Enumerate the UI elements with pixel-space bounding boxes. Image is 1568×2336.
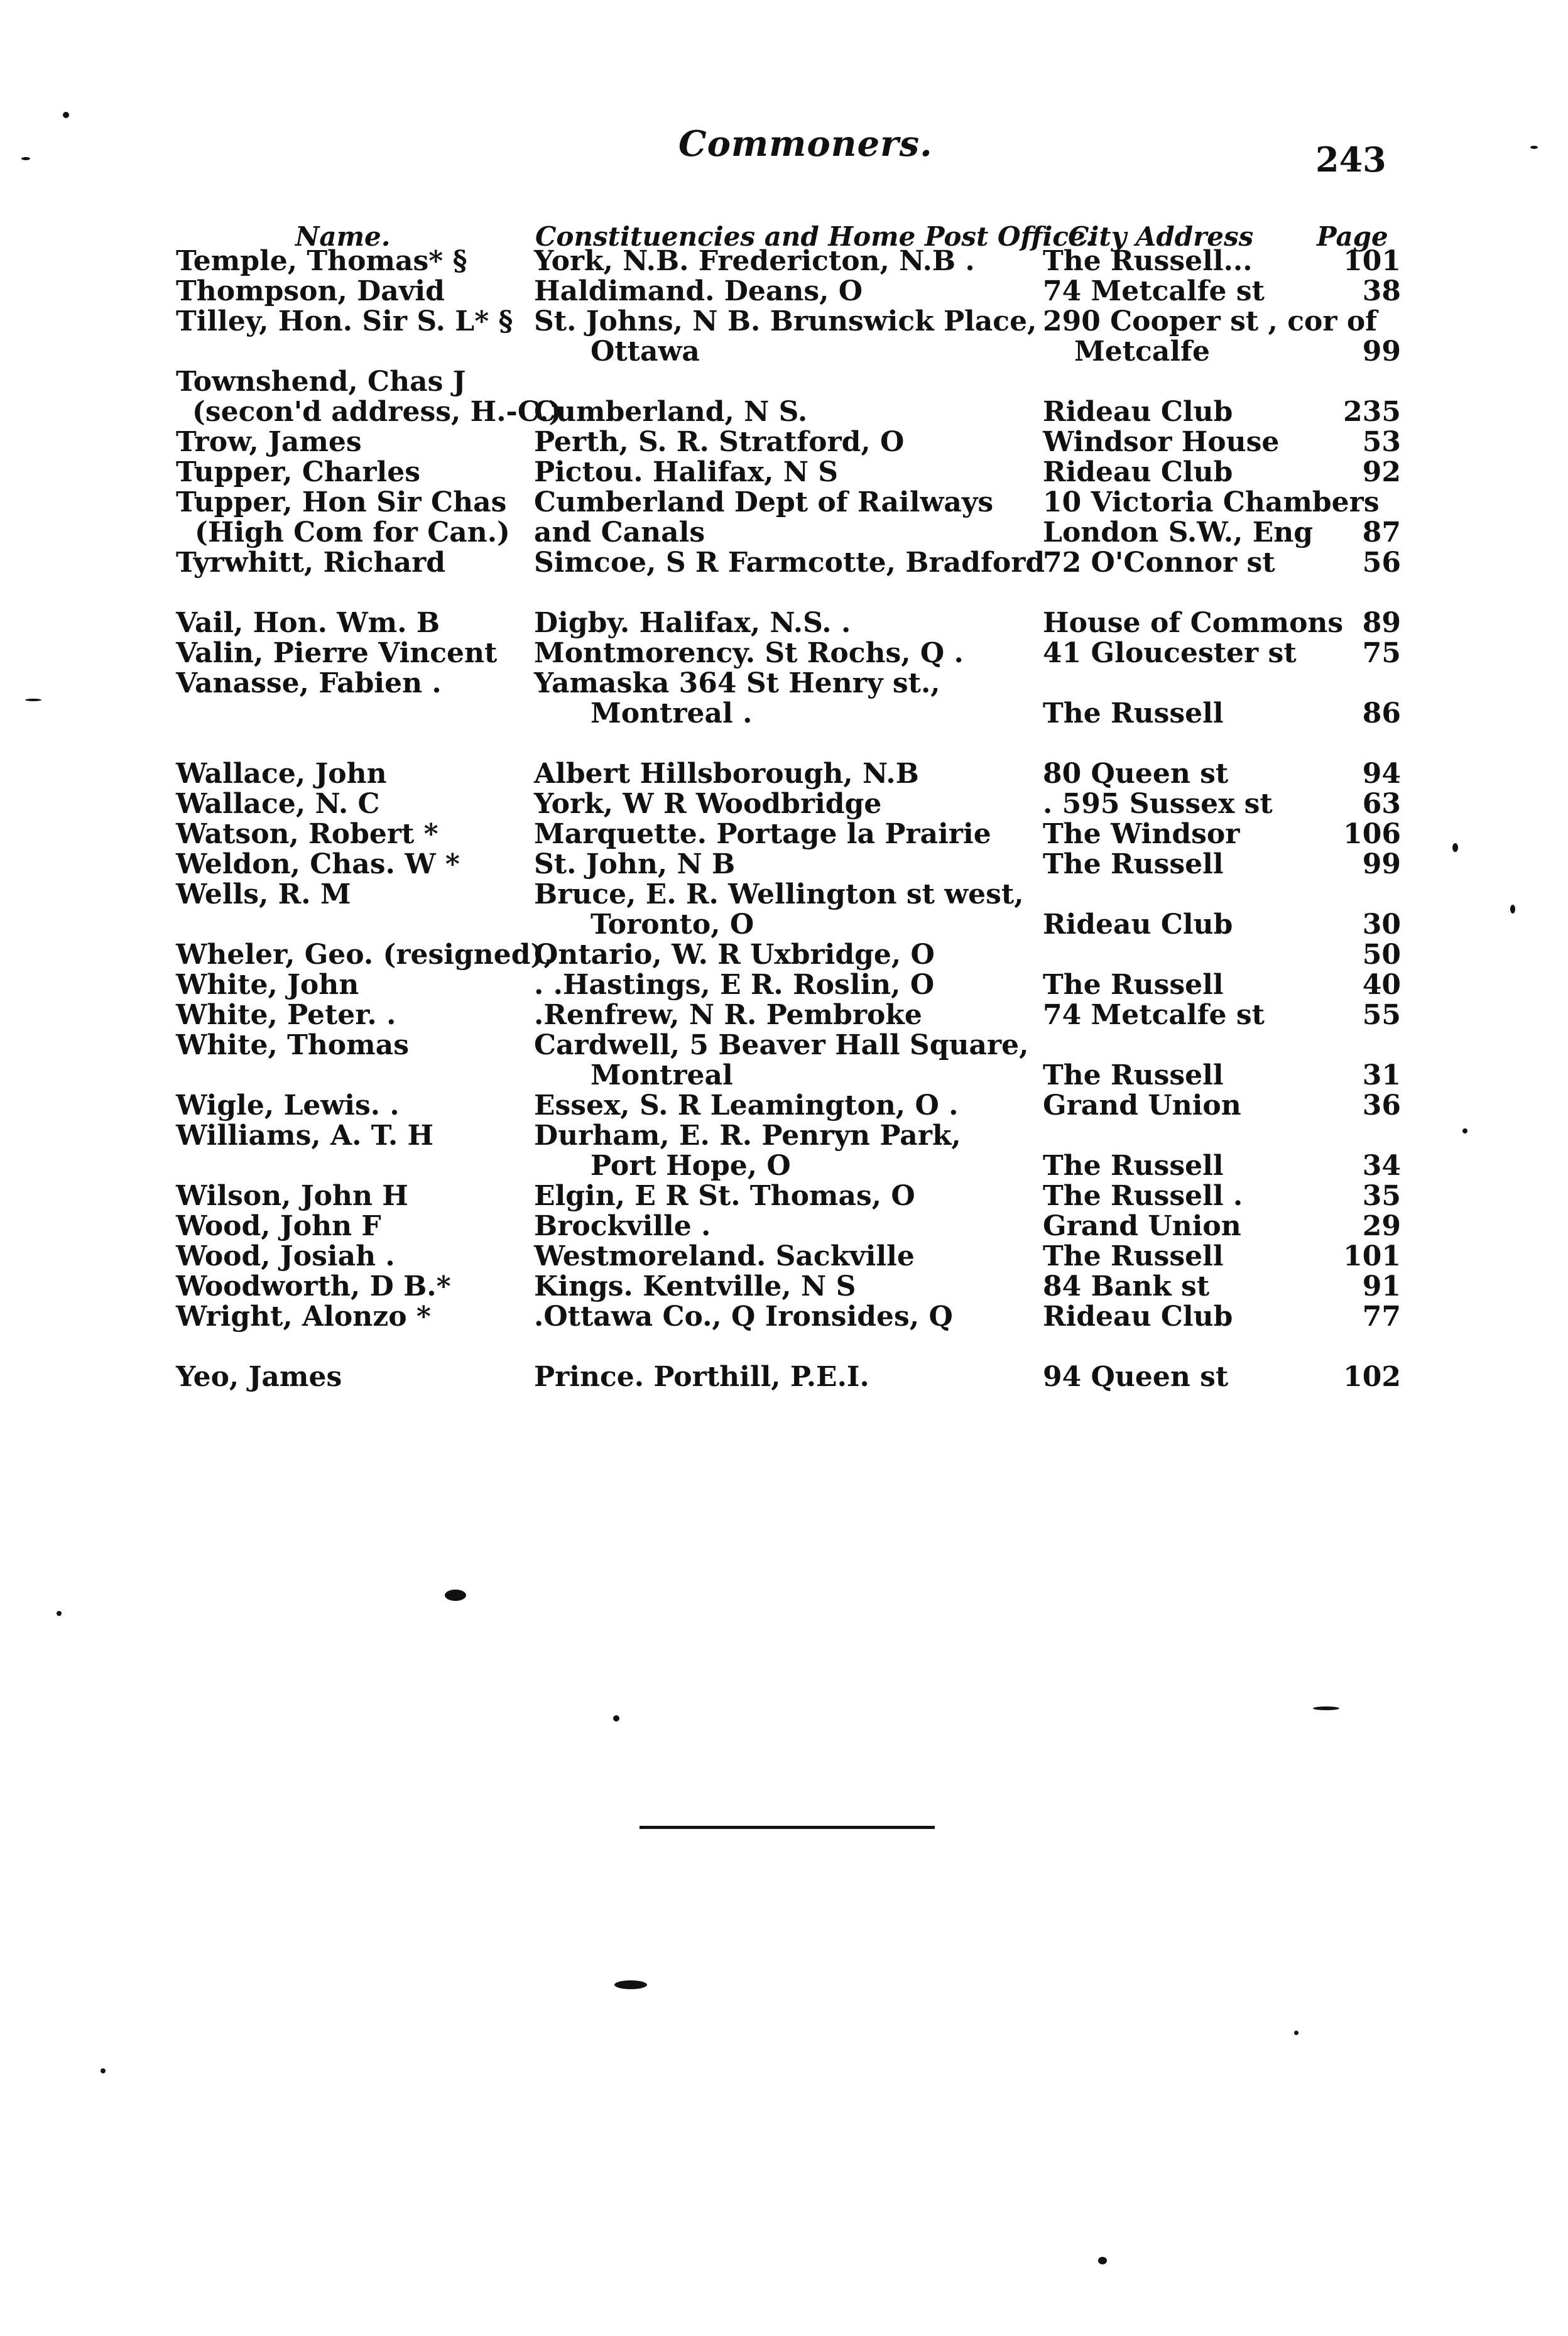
city-address: Rideau Club <box>1043 909 1233 941</box>
member-name: Wigle, Lewis. . <box>176 1089 400 1122</box>
city-address: 94 Queen st <box>1043 1361 1229 1393</box>
page-number: 243 <box>1315 139 1386 180</box>
page-reference: 92 <box>1362 456 1401 488</box>
member-name: Tilley, Hon. Sir S. L* § <box>176 305 513 337</box>
member-name: Yeo, James <box>176 1361 342 1393</box>
page-reference: 91 <box>1362 1270 1401 1302</box>
column-header-city: City Address <box>1068 221 1254 252</box>
constituency-post-office: .Ottawa Co., Q Ironsides, Q <box>534 1301 953 1333</box>
constituency-post-office: Elgin, E R St. Thomas, O <box>534 1180 915 1212</box>
city-address: Rideau Club <box>1043 396 1233 428</box>
member-name: Thompson, David <box>176 275 445 307</box>
speck <box>613 1715 619 1722</box>
member-name: Tupper, Hon Sir Chas <box>176 486 507 518</box>
page-reference: 94 <box>1362 758 1401 790</box>
page-reference: 101 <box>1343 245 1401 277</box>
city-address: The Russell <box>1043 969 1224 1001</box>
member-name: Wood, Josiah . <box>176 1240 395 1272</box>
page-reference: 87 <box>1362 516 1401 549</box>
member-name: Wilson, John H <box>176 1180 408 1212</box>
constituency-post-office: Montreal . <box>591 697 753 729</box>
member-name: Vail, Hon. Wm. B <box>176 607 440 639</box>
constituency-post-office: Montreal <box>591 1059 733 1091</box>
member-name: Wright, Alonzo * <box>176 1301 431 1333</box>
page-reference: 99 <box>1362 848 1401 880</box>
speck <box>1452 843 1458 852</box>
constituency-post-office: Bruce, E. R. Wellington st west, <box>534 878 1024 910</box>
page-reference: 75 <box>1362 637 1401 669</box>
speck <box>1462 1128 1467 1133</box>
city-address: 74 Metcalfe st <box>1043 275 1265 307</box>
city-address: The Russell <box>1043 1240 1224 1272</box>
constituency-post-office: York, W R Woodbridge <box>534 788 882 820</box>
constituency-post-office: Montmorency. St Rochs, Q . <box>534 637 964 669</box>
closing-rule <box>640 1826 935 1829</box>
page-reference: 56 <box>1362 547 1401 579</box>
constituency-post-office: .Renfrew, N R. Pembroke <box>534 999 922 1031</box>
page-reference: 29 <box>1362 1210 1401 1242</box>
member-name: Valin, Pierre Vincent <box>176 637 498 669</box>
speck <box>1098 2257 1107 2264</box>
page-reference: 50 <box>1362 939 1401 971</box>
constituency-post-office: Perth, S. R. Stratford, O <box>534 426 905 458</box>
speck <box>1530 146 1538 149</box>
member-name: White, Peter. . <box>176 999 396 1031</box>
page-reference: 31 <box>1362 1059 1401 1091</box>
speck <box>1313 1706 1339 1710</box>
page-reference: 34 <box>1362 1150 1401 1182</box>
member-name: Wells, R. M <box>176 878 351 910</box>
city-address: The Windsor <box>1043 818 1240 850</box>
constituency-post-office: Prince. Porthill, P.E.I. <box>534 1361 869 1393</box>
member-name: Williams, A. T. H <box>176 1120 434 1152</box>
city-address: Grand Union <box>1043 1210 1241 1242</box>
page-reference: 101 <box>1343 1240 1401 1272</box>
constituency-post-office: Brockville . <box>534 1210 711 1242</box>
member-name: Woodworth, D B.* <box>176 1270 451 1302</box>
city-address: Rideau Club <box>1043 456 1233 488</box>
city-address: The Russell... <box>1043 245 1253 277</box>
constituency-post-office: and Canals <box>534 516 705 549</box>
page-reference: 77 <box>1362 1301 1401 1333</box>
page-reference: 55 <box>1362 999 1401 1031</box>
speck <box>63 112 69 118</box>
page-reference: 40 <box>1362 969 1401 1001</box>
constituency-post-office: Pictou. Halifax, N S <box>534 456 839 488</box>
member-name: Wallace, John <box>176 758 387 790</box>
city-address: The Russell <box>1043 697 1224 729</box>
speck <box>57 1611 62 1616</box>
city-address: 74 Metcalfe st <box>1043 999 1265 1031</box>
member-name: Tupper, Charles <box>176 456 421 488</box>
constituency-post-office: Cumberland, N S. <box>534 396 808 428</box>
constituency-post-office: Westmoreland. Sackville <box>534 1240 915 1272</box>
page-reference: 36 <box>1362 1089 1401 1122</box>
column-header-constituency: Constituencies and Home Post Office. <box>535 221 1095 252</box>
city-address: The Russell . <box>1043 1180 1243 1212</box>
page-reference: 99 <box>1362 336 1401 368</box>
speck <box>445 1590 466 1601</box>
constituency-post-office: . .Hastings, E R. Roslin, O <box>534 969 935 1001</box>
member-name: Wallace, N. C <box>176 788 380 820</box>
member-name: (High Com for Can.) <box>195 516 510 549</box>
speck <box>25 699 41 701</box>
city-address: 290 Cooper st , cor of <box>1043 305 1378 337</box>
city-address: The Russell <box>1043 1059 1224 1091</box>
city-address: 41 Gloucester st <box>1043 637 1297 669</box>
constituency-post-office: Simcoe, S R Farmcotte, Bradford <box>534 547 1045 579</box>
constituency-post-office: St. John, N B <box>534 848 736 880</box>
member-name: Temple, Thomas* § <box>176 245 467 277</box>
member-name: White, Thomas <box>176 1029 409 1061</box>
constituency-post-office: Cumberland Dept of Railways <box>534 486 994 518</box>
member-name: Wheler, Geo. (resigned), <box>176 939 553 971</box>
city-address: Windsor House <box>1043 426 1280 458</box>
page-reference: 89 <box>1362 607 1401 639</box>
page-reference: 102 <box>1343 1361 1401 1393</box>
city-address: 84 Bank st <box>1043 1270 1210 1302</box>
speck <box>21 157 30 160</box>
constituency-post-office: Essex, S. R Leamington, O . <box>534 1089 959 1122</box>
city-address: London S.W., Eng <box>1043 516 1314 549</box>
column-header-page: Page <box>1317 221 1388 252</box>
constituency-post-office: Cardwell, 5 Beaver Hall Square, <box>534 1029 1029 1061</box>
city-address: The Russell <box>1043 848 1224 880</box>
member-name: Wood, John F <box>176 1210 381 1242</box>
constituency-post-office: St. Johns, N B. Brunswick Place, <box>534 305 1037 337</box>
constituency-post-office: Haldimand. Deans, O <box>534 275 863 307</box>
speck <box>1510 905 1515 914</box>
city-address: Metcalfe <box>1074 336 1210 368</box>
page-reference: 86 <box>1362 697 1401 729</box>
member-name: (secon'd address, H.-C.) <box>192 396 562 428</box>
page-reference: 35 <box>1362 1180 1401 1212</box>
city-address: 10 Victoria Chambers <box>1043 486 1380 518</box>
constituency-post-office: Durham, E. R. Penryn Park, <box>534 1120 961 1152</box>
city-address: Grand Union <box>1043 1089 1241 1122</box>
column-header-name: Name. <box>295 221 391 252</box>
constituency-post-office: Ontario, W. R Uxbridge, O <box>534 939 935 971</box>
speck <box>614 1980 647 1989</box>
page-title: Commoners. <box>678 123 933 165</box>
constituency-post-office: York, N.B. Fredericton, N.B . <box>534 245 975 277</box>
constituency-post-office: Digby. Halifax, N.S. . <box>534 607 851 639</box>
city-address: The Russell <box>1043 1150 1224 1182</box>
constituency-post-office: Port Hope, O <box>591 1150 791 1182</box>
constituency-post-office: Toronto, O <box>591 909 754 941</box>
page-reference: 106 <box>1343 818 1401 850</box>
constituency-post-office: Kings. Kentville, N S <box>534 1270 856 1302</box>
member-name: Vanasse, Fabien . <box>176 667 442 699</box>
member-name: White, John <box>176 969 359 1001</box>
speck <box>101 2068 106 2073</box>
constituency-post-office: Ottawa <box>591 336 700 368</box>
member-name: Weldon, Chas. W * <box>176 848 460 880</box>
page-reference: 235 <box>1343 396 1401 428</box>
member-name: Townshend, Chas J <box>176 366 466 398</box>
page-reference: 30 <box>1362 909 1401 941</box>
city-address: 80 Queen st <box>1043 758 1229 790</box>
page-reference: 63 <box>1362 788 1401 820</box>
city-address: Rideau Club <box>1043 1301 1233 1333</box>
page-reference: 38 <box>1362 275 1401 307</box>
constituency-post-office: Yamaska 364 St Henry st., <box>534 667 940 699</box>
member-name: Watson, Robert * <box>176 818 438 850</box>
city-address: House of Commons <box>1043 607 1344 639</box>
constituency-post-office: Albert Hillsborough, N.B <box>534 758 919 790</box>
city-address: 72 O'Connor st <box>1043 547 1275 579</box>
constituency-post-office: Marquette. Portage la Prairie <box>534 818 991 850</box>
page-reference: 53 <box>1362 426 1401 458</box>
member-name: Trow, James <box>176 426 362 458</box>
city-address: . 595 Sussex st <box>1043 788 1273 820</box>
member-name: Tyrwhitt, Richard <box>176 547 446 579</box>
speck <box>1294 2031 1298 2035</box>
